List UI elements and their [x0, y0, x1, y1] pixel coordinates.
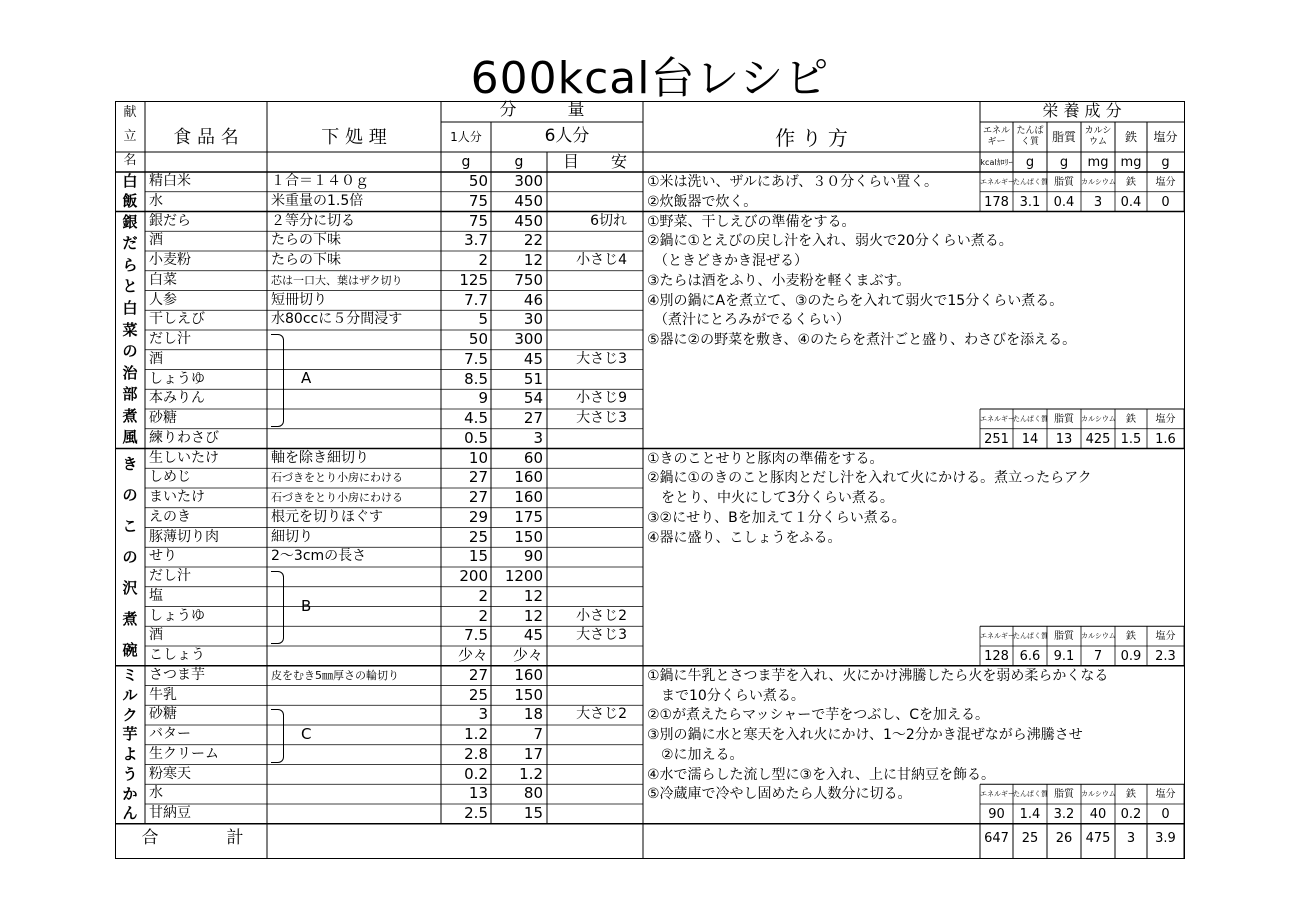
dish-name-char: 菜	[122, 320, 138, 339]
food-name: 小麦粉	[149, 252, 191, 268]
nutrition-col-header: 塩分	[1153, 130, 1178, 144]
method-step: をとり、中火にして3分くらい煮る。	[647, 490, 894, 506]
food-name: だし汁	[149, 568, 191, 584]
nutrition-col-header: エネル ギー	[982, 126, 1010, 147]
nutrition-mini-header: エネルギー	[980, 178, 1015, 186]
per-person-value: 4.5	[464, 409, 488, 427]
dish-name-char: 白	[122, 172, 138, 191]
food-name-header: 食 品 名	[173, 127, 239, 148]
total-nutrition-value: 26	[1055, 830, 1073, 846]
dish-name-char: だ	[122, 234, 138, 253]
menu-name-header: 名	[123, 153, 137, 168]
method-step: ⑤器に②の野菜を敷き、④のたらを煮汁ごと盛り、わさびを添える。	[647, 332, 1077, 348]
six-people-value: 12	[523, 606, 543, 625]
per-person-value: 3	[478, 705, 488, 724]
ingredient-group-bracket	[271, 334, 284, 427]
nutrition-value: 0.4	[1053, 194, 1075, 210]
nutrition-mini-header: 鉄	[1126, 414, 1136, 425]
per-person-value: 50	[468, 330, 488, 348]
dish-name-char: ミ	[122, 666, 138, 685]
six-people-value: 60	[523, 448, 543, 467]
six-people-value: 150	[514, 527, 543, 546]
nutrition-col-header: たんぱ く質	[1016, 126, 1044, 147]
six-people-value: 750	[514, 270, 543, 289]
nutrition-value: 1.5	[1120, 431, 1142, 447]
dish-name-char: の	[122, 485, 138, 504]
food-name: 砂糖	[149, 706, 177, 723]
method-step: ①鍋に牛乳とさつま芋を入れ、火にかけ沸騰したら火を弱め柔らかくなる	[647, 667, 1109, 684]
nutrition-mini-header: 塩分	[1155, 631, 1176, 643]
nutrition-value: 178	[984, 194, 1009, 210]
six-people-value: 300	[514, 330, 543, 348]
quantity-header: 分 量	[499, 100, 585, 120]
nutrition-mini-header: カルシウム	[1081, 178, 1116, 186]
total-nutrition-value: 647	[984, 830, 1009, 846]
six-people-value: 160	[514, 665, 543, 684]
food-name: 水	[149, 785, 163, 802]
prep-text: 米重量の1.5倍	[271, 192, 364, 209]
dish-name-char: 飯	[122, 192, 138, 211]
dish-name-char: 白	[122, 298, 138, 317]
dish-name-char: こ	[122, 516, 138, 535]
nutrition-header: 栄 養 成 分	[1042, 101, 1122, 120]
per-person-value: 2	[478, 586, 488, 605]
guide-value: 小さじ9	[576, 390, 627, 407]
six-people-value: 1.2	[519, 764, 543, 783]
nutrition-value: 251	[984, 431, 1009, 447]
per-person-value: 29	[468, 507, 488, 526]
food-name: しめじ	[149, 469, 191, 486]
dish-name-char: と	[122, 277, 138, 296]
food-name: 粉寒天	[149, 765, 191, 782]
nutrition-mini-header: 脂質	[1054, 177, 1074, 188]
prep-text: 芯は一口大、葉はザク切り	[271, 273, 403, 287]
per-person-value: 27	[468, 488, 488, 506]
ingredient-group-bracket	[271, 709, 284, 762]
dish-name-char: 沢	[122, 578, 138, 597]
per-person-value: 200	[459, 567, 488, 585]
per-person-value: 10	[468, 448, 488, 467]
per-person-value: 75	[468, 211, 488, 230]
method-step: ②炊飯器で炊く。	[647, 193, 758, 210]
food-name: 白菜	[149, 271, 177, 288]
prep-text: 皮をむき5㎜厚さの輪切り	[271, 668, 399, 682]
six-people-value: 300	[514, 172, 543, 190]
nutrition-mini-header: 脂質	[1054, 631, 1074, 643]
nutrition-unit: g	[1161, 155, 1170, 170]
prep-text: 軸を除き細切り	[271, 449, 369, 466]
dish-name-char: ル	[122, 685, 138, 704]
food-name: 本みりん	[149, 390, 205, 407]
food-name: 練りわさび	[149, 429, 219, 446]
dish-name-char: 部	[122, 385, 138, 404]
per-person-value: 2	[478, 606, 488, 625]
dish-name-char: よ	[122, 745, 138, 764]
nutrition-value: 3	[1093, 194, 1103, 210]
nutrition-value: 0	[1161, 194, 1170, 210]
total-nutrition-value: 3.9	[1155, 830, 1176, 846]
prep-text: 石づきをとり小房にわける	[271, 471, 403, 485]
food-name: せり	[149, 548, 177, 565]
nutrition-col-header: カルシ ウム	[1084, 126, 1112, 147]
dish-name-char: 煮	[122, 406, 138, 425]
dish-name-char: き	[122, 454, 138, 473]
food-name: 水	[149, 192, 163, 209]
guide-value: 大さじ2	[576, 706, 627, 723]
nutrition-mini-header: 鉄	[1126, 631, 1136, 643]
method-step: ④器に盛り、こしょうをふる。	[647, 529, 842, 546]
dish-name-char: か	[122, 784, 138, 803]
nutrition-value: 1.4	[1019, 807, 1041, 822]
nutrition-value: 40	[1089, 807, 1107, 822]
guide-value: 大さじ3	[576, 627, 627, 644]
dish-name-char: ら	[122, 255, 138, 274]
per-person-value: 5	[478, 310, 488, 329]
nutrition-value: 0.4	[1120, 194, 1142, 210]
per-person-value: 7.7	[464, 290, 488, 309]
per-person-header: 1人分	[450, 130, 482, 144]
ingredient-group-bracket	[271, 571, 284, 644]
guide-value: 6切れ	[590, 212, 627, 229]
per-person-value: 8.5	[464, 369, 488, 388]
food-name: 豚薄切り肉	[149, 528, 219, 545]
six-people-value: 12	[523, 251, 543, 269]
nutrition-unit: g	[1025, 155, 1035, 170]
six-people-value: 80	[523, 784, 543, 803]
per-person-value: 7.5	[464, 626, 488, 645]
menu-name-header: 立	[123, 129, 137, 144]
food-name: だし汁	[149, 331, 191, 347]
per-person-value: 0.2	[464, 764, 488, 783]
food-name: 牛乳	[149, 686, 177, 703]
method-step: ②鍋に①のきのこと豚肉とだし汁を入れて火にかける。煮立ったらアク	[647, 470, 1092, 487]
guide-value: 小さじ4	[576, 252, 627, 268]
food-name: 酒	[149, 350, 163, 367]
six-people-value: 175	[514, 507, 543, 526]
nutrition-value: 0.9	[1120, 649, 1142, 664]
method-step: ①野菜、干しえびの準備をする。	[647, 213, 856, 230]
six-people-value: 7	[533, 725, 543, 743]
food-name: 干しえび	[149, 311, 205, 328]
method-step: ②に加える。	[647, 746, 744, 763]
per-person-value: 25	[468, 527, 488, 546]
nutrition-col-header: 鉄	[1124, 130, 1137, 144]
nutrition-mini-header: カルシウム	[1081, 415, 1116, 423]
nutrition-unit: mg	[1120, 155, 1142, 170]
six-people-value: 12	[523, 586, 543, 605]
six-people-value: 45	[523, 349, 543, 368]
nutrition-unit: kcalｶﾛﾘｰ	[980, 158, 1013, 167]
total-label: 合	[141, 827, 159, 848]
method-step: ③②にせり、Bを加えて１分くらい煮る。	[647, 509, 906, 526]
dish-name-char: 治	[122, 363, 138, 382]
dish-name-char: う	[122, 764, 138, 783]
six-people-value: 22	[523, 231, 543, 250]
total-nutrition-value: 25	[1021, 830, 1039, 846]
dish-name-char: ク	[122, 705, 138, 724]
per-person-value: 27	[468, 468, 488, 487]
total-label: 計	[226, 827, 244, 848]
guide-value: 大さじ3	[576, 410, 627, 426]
prep-text: たらの下味	[271, 232, 341, 249]
dish-name-char: 煮	[122, 609, 138, 628]
nutrition-mini-header: カルシウム	[1081, 632, 1116, 641]
method-header: 作 り 方	[775, 126, 848, 150]
prep-text: 石づきをとり小房にわける	[271, 491, 403, 504]
food-name: バター	[149, 726, 191, 742]
per-person-value: 2.5	[464, 804, 488, 822]
method-step: ⑤冷蔵庫で冷やし固めたら人数分に切る。	[647, 786, 912, 803]
six-people-value: 51	[523, 369, 543, 388]
method-step: ①きのことせりと豚肉の準備をする。	[647, 450, 884, 467]
ingredient-group-label: A	[301, 369, 312, 388]
per-person-value: 50	[468, 172, 488, 190]
method-step: ②鍋に①とえびの戻し汁を入れ、弱火で20分くらい煮る。	[647, 233, 1013, 250]
per-person-value: 少々	[457, 646, 488, 664]
food-name: 生しいたけ	[149, 449, 219, 466]
per-person-value: 0.5	[464, 428, 488, 447]
dish-name-char: の	[122, 342, 138, 361]
six-people-value: 450	[514, 211, 543, 230]
guide-value: 大さじ3	[576, 350, 627, 367]
six-people-header: 6人分	[544, 126, 590, 146]
six-people-value: 54	[523, 389, 543, 408]
food-name: 人参	[149, 291, 177, 308]
nutrition-mini-header: たんぱく質	[1013, 632, 1048, 641]
nutrition-mini-header: カルシウム	[1081, 790, 1116, 799]
dish-name-char: の	[122, 547, 138, 566]
prep-text: たらの下味	[271, 252, 341, 268]
nutrition-value: 2.3	[1155, 649, 1176, 664]
six-people-value: 18	[523, 705, 543, 724]
nutrition-mini-header: 塩分	[1155, 789, 1176, 801]
food-name: しょうゆ	[149, 607, 205, 624]
per-person-value: 2.8	[464, 744, 488, 763]
nutrition-value: 0	[1161, 807, 1170, 822]
unit-g: g	[514, 154, 524, 170]
per-person-value: 27	[468, 665, 488, 684]
method-step: ①米は洗い、ザルにあげ、３０分くらい置く。	[647, 174, 939, 190]
food-name: さつま芋	[149, 666, 205, 683]
food-name: まいたけ	[149, 489, 205, 505]
total-nutrition-value: 475	[1085, 830, 1111, 846]
prep-text: 2〜3cmの長さ	[271, 548, 367, 565]
nutrition-value: 6.6	[1019, 649, 1041, 664]
nutrition-mini-header: 脂質	[1054, 789, 1074, 801]
nutrition-mini-header: たんぱく質	[1013, 178, 1048, 186]
per-person-value: 15	[468, 547, 488, 566]
method-step: ③別の鍋に水と寒天を入れ火にかけ、1〜2分かき混ぜながら沸騰させ	[647, 727, 1083, 743]
per-person-value: 25	[468, 685, 488, 704]
nutrition-mini-header: エネルギー	[980, 790, 1015, 799]
method-step: ④水で濡らした流し型に③を入れ、上に甘納豆を飾る。	[647, 766, 995, 783]
prep-text: 水80ccに５分間浸す	[271, 311, 403, 328]
nutrition-value: 7	[1093, 649, 1103, 664]
nutrition-mini-header: 鉄	[1126, 789, 1136, 801]
per-person-value: 1.2	[464, 725, 488, 743]
six-people-value: 150	[514, 685, 543, 704]
nutrition-unit: g	[1059, 155, 1069, 170]
per-person-value: 13	[468, 784, 488, 803]
nutrition-mini-header: たんぱく質	[1013, 415, 1048, 423]
nutrition-mini-header: エネルギー	[980, 632, 1015, 641]
dish-name-char: 芋	[122, 725, 138, 744]
menu-name-header: 献	[123, 105, 137, 120]
guide-header: 目 安	[562, 152, 627, 171]
six-people-value: 17	[523, 744, 543, 763]
six-people-value: 90	[523, 547, 543, 566]
per-person-value: 3.7	[464, 231, 488, 250]
ingredient-group-label: C	[301, 724, 312, 743]
food-name: 銀だら	[149, 212, 191, 229]
nutrition-mini-header: エネルギー	[980, 415, 1015, 423]
food-name: えのき	[149, 508, 191, 525]
ingredient-group-label: B	[301, 596, 312, 615]
six-people-value: 1200	[504, 567, 543, 585]
nutrition-value: 425	[1085, 431, 1111, 447]
per-person-value: 2	[478, 251, 488, 269]
method-step: （ときどきかき混ぜる）	[647, 253, 808, 269]
six-people-value: 160	[514, 488, 543, 506]
six-people-value: 160	[514, 468, 543, 487]
prep-text: ２等分に切る	[271, 212, 355, 229]
nutrition-value: 90	[988, 807, 1005, 822]
per-person-value: 75	[468, 191, 488, 210]
nutrition-mini-header: 脂質	[1054, 414, 1074, 425]
six-people-value: 27	[523, 409, 543, 427]
guide-value: 小さじ2	[576, 607, 627, 624]
nutrition-unit: mg	[1087, 155, 1109, 170]
method-step: ②①が煮えたらマッシャーで芋をつぶし、Cを加える。	[647, 707, 990, 724]
six-people-value: 46	[523, 290, 543, 309]
nutrition-mini-header: 塩分	[1155, 177, 1176, 188]
food-name: 砂糖	[149, 410, 177, 426]
food-name: 酒	[149, 232, 163, 249]
prep-text: １合＝１４０ｇ	[271, 173, 369, 189]
nutrition-value: 13	[1055, 431, 1073, 447]
food-name: 酒	[149, 627, 163, 644]
food-name: 甘納豆	[149, 805, 191, 821]
prep-header: 下 処 理	[321, 127, 387, 148]
prep-text: 細切り	[271, 528, 313, 545]
nutrition-value: 128	[984, 649, 1009, 664]
six-people-value: 45	[523, 626, 543, 645]
six-people-value: 30	[523, 310, 543, 329]
six-people-value: 15	[523, 804, 543, 822]
method-step: ④別の鍋にAを煮立て、③のたらを入れて弱火で15分くらい煮る。	[647, 292, 1064, 309]
dish-name-char: 風	[122, 428, 138, 447]
prep-text: 根元を切りほぐす	[271, 508, 383, 525]
food-name: 生クリーム	[149, 745, 219, 762]
six-people-value: 450	[514, 191, 543, 210]
nutrition-value: 1.6	[1155, 431, 1176, 447]
nutrition-value: 14	[1021, 431, 1039, 447]
six-people-value: 3	[533, 428, 543, 447]
nutrition-value: 3.1	[1019, 194, 1041, 210]
per-person-value: 9	[478, 389, 488, 408]
nutrition-value: 3.2	[1053, 807, 1075, 822]
unit-g: g	[461, 154, 471, 170]
nutrition-value: 9.1	[1053, 649, 1075, 664]
nutrition-mini-header: たんぱく質	[1013, 790, 1048, 799]
page-title: 600kcal台レシピ	[470, 53, 830, 104]
nutrition-mini-header: 鉄	[1126, 177, 1136, 188]
method-step: まで10分くらい煮る。	[647, 687, 805, 704]
prep-text: 短冊切り	[271, 291, 327, 308]
total-nutrition-value: 3	[1126, 830, 1136, 846]
nutrition-value: 0.2	[1120, 807, 1142, 822]
six-people-value: 少々	[512, 646, 543, 664]
food-name: しょうゆ	[149, 370, 205, 387]
dish-name-char: 碗	[122, 640, 138, 659]
food-name: こしょう	[149, 647, 205, 663]
dish-name-char: 銀	[122, 212, 138, 231]
food-name: 精白米	[149, 173, 191, 189]
method-step: ③たらは酒をふり、小麦粉を軽くまぶす。	[647, 272, 911, 289]
method-step: （煮汁にとろみがでるくらい）	[647, 312, 850, 329]
food-name: 塩	[149, 587, 163, 604]
nutrition-mini-header: 塩分	[1155, 414, 1176, 425]
per-person-value: 125	[459, 270, 488, 289]
per-person-value: 7.5	[464, 349, 488, 368]
nutrition-col-header: 脂質	[1051, 130, 1076, 144]
dish-name-char: ん	[122, 804, 138, 823]
